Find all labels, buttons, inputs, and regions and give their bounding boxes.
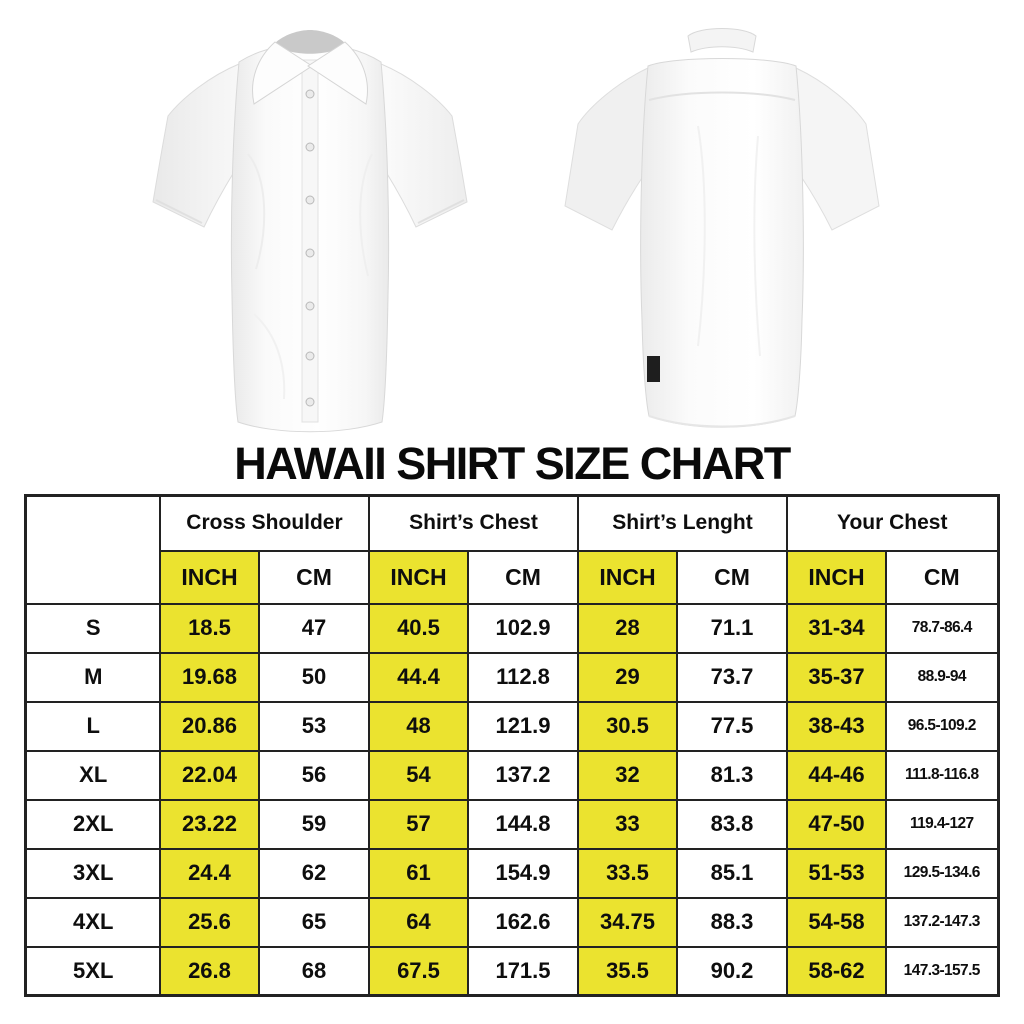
unit-header-row xyxy=(26,551,998,604)
size-label: M xyxy=(26,653,160,702)
inch-value-cell: 23.22 xyxy=(160,800,259,849)
inch-value-cell: 22.04 xyxy=(160,751,259,800)
cm-value-cell: 137.2 xyxy=(468,751,578,800)
product-images xyxy=(0,0,1024,440)
inch-value-cell: 58-62 xyxy=(787,947,886,996)
hem-tag xyxy=(647,356,660,382)
table-row xyxy=(26,604,998,653)
inch-value-cell: 32 xyxy=(578,751,677,800)
inch-value-cell: 18.5 xyxy=(160,604,259,653)
cm-value-cell: 147.3-157.5 xyxy=(886,947,998,996)
cm-value-cell: 119.4-127 xyxy=(886,800,998,849)
inch-value-cell: 54 xyxy=(369,751,468,800)
size-table xyxy=(24,494,999,997)
inch-value-cell: 34.75 xyxy=(578,898,677,947)
unit-header-cm: CM xyxy=(468,551,578,604)
size-label: L xyxy=(26,702,160,751)
inch-value-cell: 31-34 xyxy=(787,604,886,653)
inch-value-cell: 26.8 xyxy=(160,947,259,996)
table-row xyxy=(26,800,998,849)
table-row xyxy=(26,947,998,996)
cm-value-cell: 88.9-94 xyxy=(886,653,998,702)
back-torso xyxy=(641,59,804,428)
inch-value-cell: 48 xyxy=(369,702,468,751)
cm-value-cell: 73.7 xyxy=(677,653,787,702)
cm-value-cell: 111.8-116.8 xyxy=(886,751,998,800)
column-group-cross-shoulder: Cross Shoulder xyxy=(160,496,369,551)
inch-value-cell: 35.5 xyxy=(578,947,677,996)
cm-value-cell: 129.5-134.6 xyxy=(886,849,998,898)
group-header-row xyxy=(26,496,998,551)
table-row xyxy=(26,849,998,898)
cm-value-cell: 88.3 xyxy=(677,898,787,947)
table-corner-cell xyxy=(26,496,160,604)
cm-value-cell: 53 xyxy=(259,702,369,751)
front-right-sleeve xyxy=(381,64,467,227)
back-collar xyxy=(688,29,756,53)
inch-value-cell: 44.4 xyxy=(369,653,468,702)
back-right-sleeve xyxy=(796,68,879,230)
inch-value-cell: 25.6 xyxy=(160,898,259,947)
inch-value-cell: 40.5 xyxy=(369,604,468,653)
cm-value-cell: 102.9 xyxy=(468,604,578,653)
cm-value-cell: 59 xyxy=(259,800,369,849)
inch-value-cell: 67.5 xyxy=(369,947,468,996)
unit-header-inch: INCH xyxy=(369,551,468,604)
inch-value-cell: 20.86 xyxy=(160,702,259,751)
size-label: 2XL xyxy=(26,800,160,849)
inch-value-cell: 64 xyxy=(369,898,468,947)
cm-value-cell: 121.9 xyxy=(468,702,578,751)
unit-header-inch: INCH xyxy=(160,551,259,604)
unit-header-cm: CM xyxy=(886,551,998,604)
cm-value-cell: 77.5 xyxy=(677,702,787,751)
front-left-sleeve xyxy=(153,64,239,227)
inch-value-cell: 47-50 xyxy=(787,800,886,849)
cm-value-cell: 71.1 xyxy=(677,604,787,653)
inch-value-cell: 54-58 xyxy=(787,898,886,947)
inch-value-cell: 38-43 xyxy=(787,702,886,751)
inch-value-cell: 33.5 xyxy=(578,849,677,898)
cm-value-cell: 85.1 xyxy=(677,849,787,898)
table-row xyxy=(26,898,998,947)
cm-value-cell: 144.8 xyxy=(468,800,578,849)
cm-value-cell: 171.5 xyxy=(468,947,578,996)
cm-value-cell: 50 xyxy=(259,653,369,702)
column-group-shirts-chest: Shirt’s Chest xyxy=(369,496,578,551)
cm-value-cell: 112.8 xyxy=(468,653,578,702)
unit-header-cm: CM xyxy=(677,551,787,604)
unit-header-cm: CM xyxy=(259,551,369,604)
inch-value-cell: 61 xyxy=(369,849,468,898)
inch-value-cell: 33 xyxy=(578,800,677,849)
inch-value-cell: 19.68 xyxy=(160,653,259,702)
table-row xyxy=(26,702,998,751)
size-table-body xyxy=(26,604,998,996)
page-title: HAWAII SHIRT SIZE CHART xyxy=(234,438,790,489)
inch-value-cell: 29 xyxy=(578,653,677,702)
cm-value-cell: 47 xyxy=(259,604,369,653)
size-label: 4XL xyxy=(26,898,160,947)
cm-value-cell: 162.6 xyxy=(468,898,578,947)
inch-value-cell: 30.5 xyxy=(578,702,677,751)
table-row xyxy=(26,751,998,800)
cm-value-cell: 62 xyxy=(259,849,369,898)
cm-value-cell: 154.9 xyxy=(468,849,578,898)
size-label: S xyxy=(26,604,160,653)
cm-value-cell: 68 xyxy=(259,947,369,996)
table-row xyxy=(26,653,998,702)
inch-value-cell: 28 xyxy=(578,604,677,653)
button-placket xyxy=(302,60,318,422)
cm-value-cell: 96.5-109.2 xyxy=(886,702,998,751)
cm-value-cell: 56 xyxy=(259,751,369,800)
cm-value-cell: 78.7-86.4 xyxy=(886,604,998,653)
unit-header-inch: INCH xyxy=(578,551,677,604)
size-label: 3XL xyxy=(26,849,160,898)
column-group-shirts-lenght: Shirt’s Lenght xyxy=(578,496,787,551)
back-left-sleeve xyxy=(565,68,648,230)
inch-value-cell: 51-53 xyxy=(787,849,886,898)
unit-header-inch: INCH xyxy=(787,551,886,604)
cm-value-cell: 65 xyxy=(259,898,369,947)
cm-value-cell: 137.2-147.3 xyxy=(886,898,998,947)
cm-value-cell: 90.2 xyxy=(677,947,787,996)
inch-value-cell: 44-46 xyxy=(787,751,886,800)
column-group-your-chest: Your Chest xyxy=(787,496,998,551)
shirt-back-image xyxy=(548,16,896,440)
size-label: XL xyxy=(26,751,160,800)
inch-value-cell: 57 xyxy=(369,800,468,849)
inch-value-cell: 24.4 xyxy=(160,849,259,898)
inch-value-cell: 35-37 xyxy=(787,653,886,702)
size-label: 5XL xyxy=(26,947,160,996)
cm-value-cell: 81.3 xyxy=(677,751,787,800)
shirt-front-image xyxy=(136,4,484,440)
cm-value-cell: 83.8 xyxy=(677,800,787,849)
